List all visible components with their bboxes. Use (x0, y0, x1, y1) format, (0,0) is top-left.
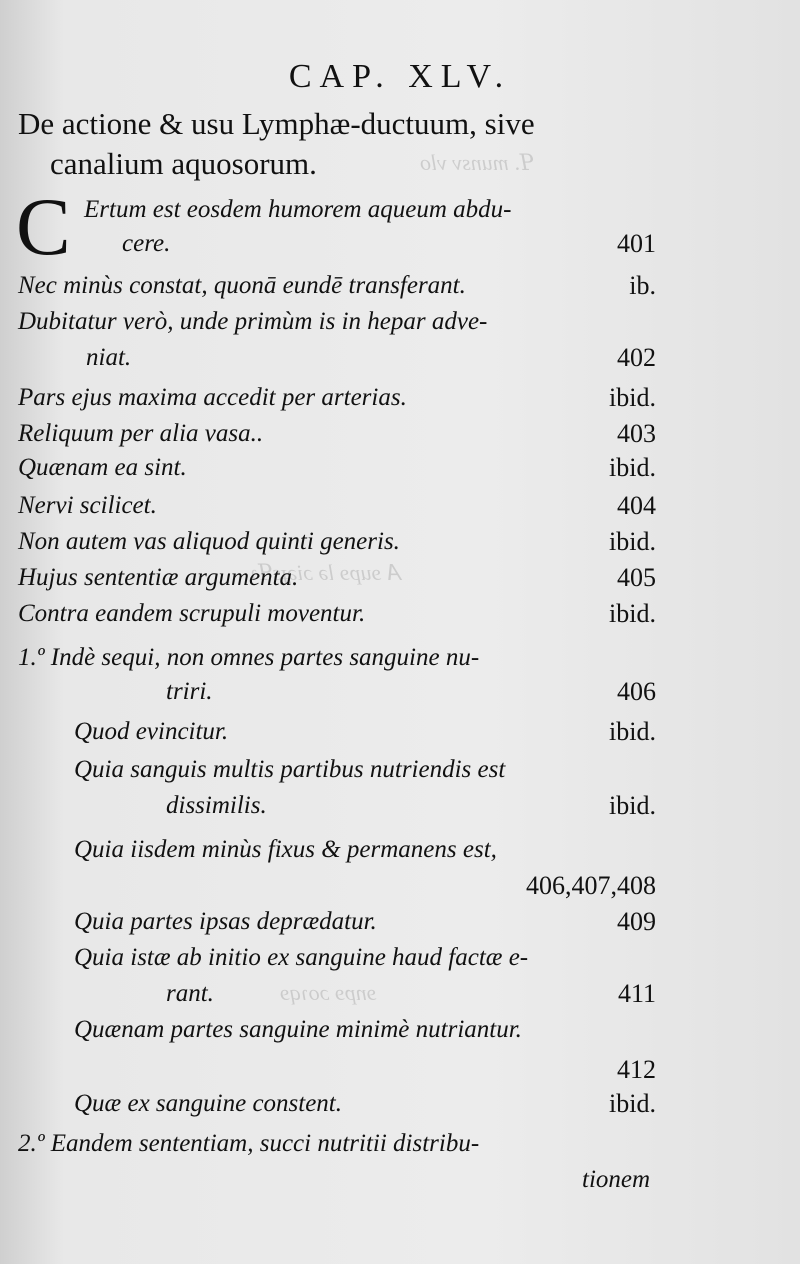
entry-page: 406 (617, 677, 656, 706)
entry-text: Dubitatur verò, unde primùm is in hepar adve- (18, 308, 488, 335)
index-entry (86, 338, 656, 378)
index-entry (18, 522, 656, 562)
entry-text: 1.º Indè sequi, non omnes partes sanguine nu- (18, 644, 480, 671)
entry-page: ibid. (609, 599, 656, 628)
entry-page: 412 (617, 1055, 656, 1084)
entry-text: 2.º Eandem sententiam, succi nutritii distribu- (18, 1130, 480, 1157)
entry-text: tionem (582, 1166, 651, 1193)
entry-text: Ertum est eosdem humorem aqueum abdu- (84, 196, 512, 223)
entry-text: Contra eandem scrupuli moventur. (18, 600, 366, 627)
entry-page: 402 (617, 343, 656, 372)
entry-text: Pars ejus maxima accedit per arterias. (18, 384, 407, 411)
entry-text: Quia partes ipsas deprædatur. (74, 908, 377, 935)
index-entry (74, 712, 656, 752)
entry-page: 406,407,408 (526, 871, 656, 900)
entry-text: Reliquum per alia vasa.. (18, 420, 264, 447)
entry-text: Quia istæ ab initio ex sanguine haud factæ e- (74, 944, 529, 971)
entry-text: Quæ ex sanguine constent. (74, 1090, 343, 1117)
index-entry (18, 302, 656, 342)
index-entry (74, 1010, 656, 1050)
entry-page: 403 (617, 419, 656, 448)
entry-page: ibid. (609, 791, 656, 820)
index-entry (74, 750, 656, 790)
entry-page: ibid. (609, 1089, 656, 1118)
entry-text: cere. (122, 230, 171, 257)
index-entry (74, 938, 656, 978)
index-entry (86, 974, 656, 1014)
entry-page: 409 (617, 907, 656, 936)
index-entry (18, 558, 656, 598)
index-entry (18, 1124, 656, 1164)
entry-text: Nervi scilicet. (18, 492, 157, 519)
index-entry (74, 902, 656, 942)
index-entry (18, 266, 656, 306)
drop-capital: C (16, 181, 71, 272)
index-entry (18, 594, 656, 634)
index-entry (74, 830, 656, 870)
entry-text: triri. (166, 678, 213, 705)
entry-page: ib. (629, 271, 656, 300)
index-entry (18, 378, 656, 418)
entry-text: Quænam ea sint. (18, 454, 187, 481)
index-entry (18, 1160, 656, 1200)
entry-page: ibid. (609, 717, 656, 746)
index-entry (18, 866, 656, 906)
bleed-through-texture: ɘnpɘ ɔoɿqɘ (280, 980, 377, 1005)
entry-text: Quænam partes sanguine minimè nutriantur. (74, 1016, 522, 1043)
chapter-title-line-1: De actione & usu Lymphæ-ductuum, sive (18, 106, 535, 141)
entry-page: 401 (617, 229, 656, 258)
entry-text: dissimilis. (166, 792, 267, 819)
index-entry (86, 672, 656, 712)
entry-page: ibid. (609, 527, 656, 556)
chapter-title-line-2: canalium aquosorum. (50, 146, 317, 181)
index-entry (86, 224, 656, 264)
index-entry (74, 1084, 656, 1124)
index-entry (18, 486, 656, 526)
entry-text: rant. (166, 980, 214, 1007)
entry-page: 404 (617, 491, 656, 520)
entry-page: 411 (617, 979, 656, 1008)
index-entry (18, 448, 656, 488)
bleed-through-texture: Ꭺ ɘupɘ lǝ ɔiǝɟsꟼɿ (250, 560, 402, 585)
entry-page: 405 (617, 563, 656, 592)
entry-page: ibid. (609, 383, 656, 412)
entry-text: Hujus sententiæ argumenta. (18, 564, 299, 591)
entry-page: ibid. (609, 453, 656, 482)
entry-text: Quod evincitur. (74, 718, 229, 745)
entry-text: Non autem vas aliquod quinti generis. (18, 528, 400, 555)
entry-text: Quia iisdem minùs fixus & permanens est, (74, 836, 497, 863)
entry-text: niat. (86, 344, 132, 371)
entry-text: Quia sanguis multis partibus nutriendis est (74, 756, 506, 783)
index-entry (86, 786, 656, 826)
bleed-through-texture: ꟼ. munsv vlo (420, 150, 535, 175)
chapter-heading: CAP. XLV. (288, 58, 512, 95)
entry-text: Nec minùs constat, quonā eundē transferant. (18, 272, 466, 299)
